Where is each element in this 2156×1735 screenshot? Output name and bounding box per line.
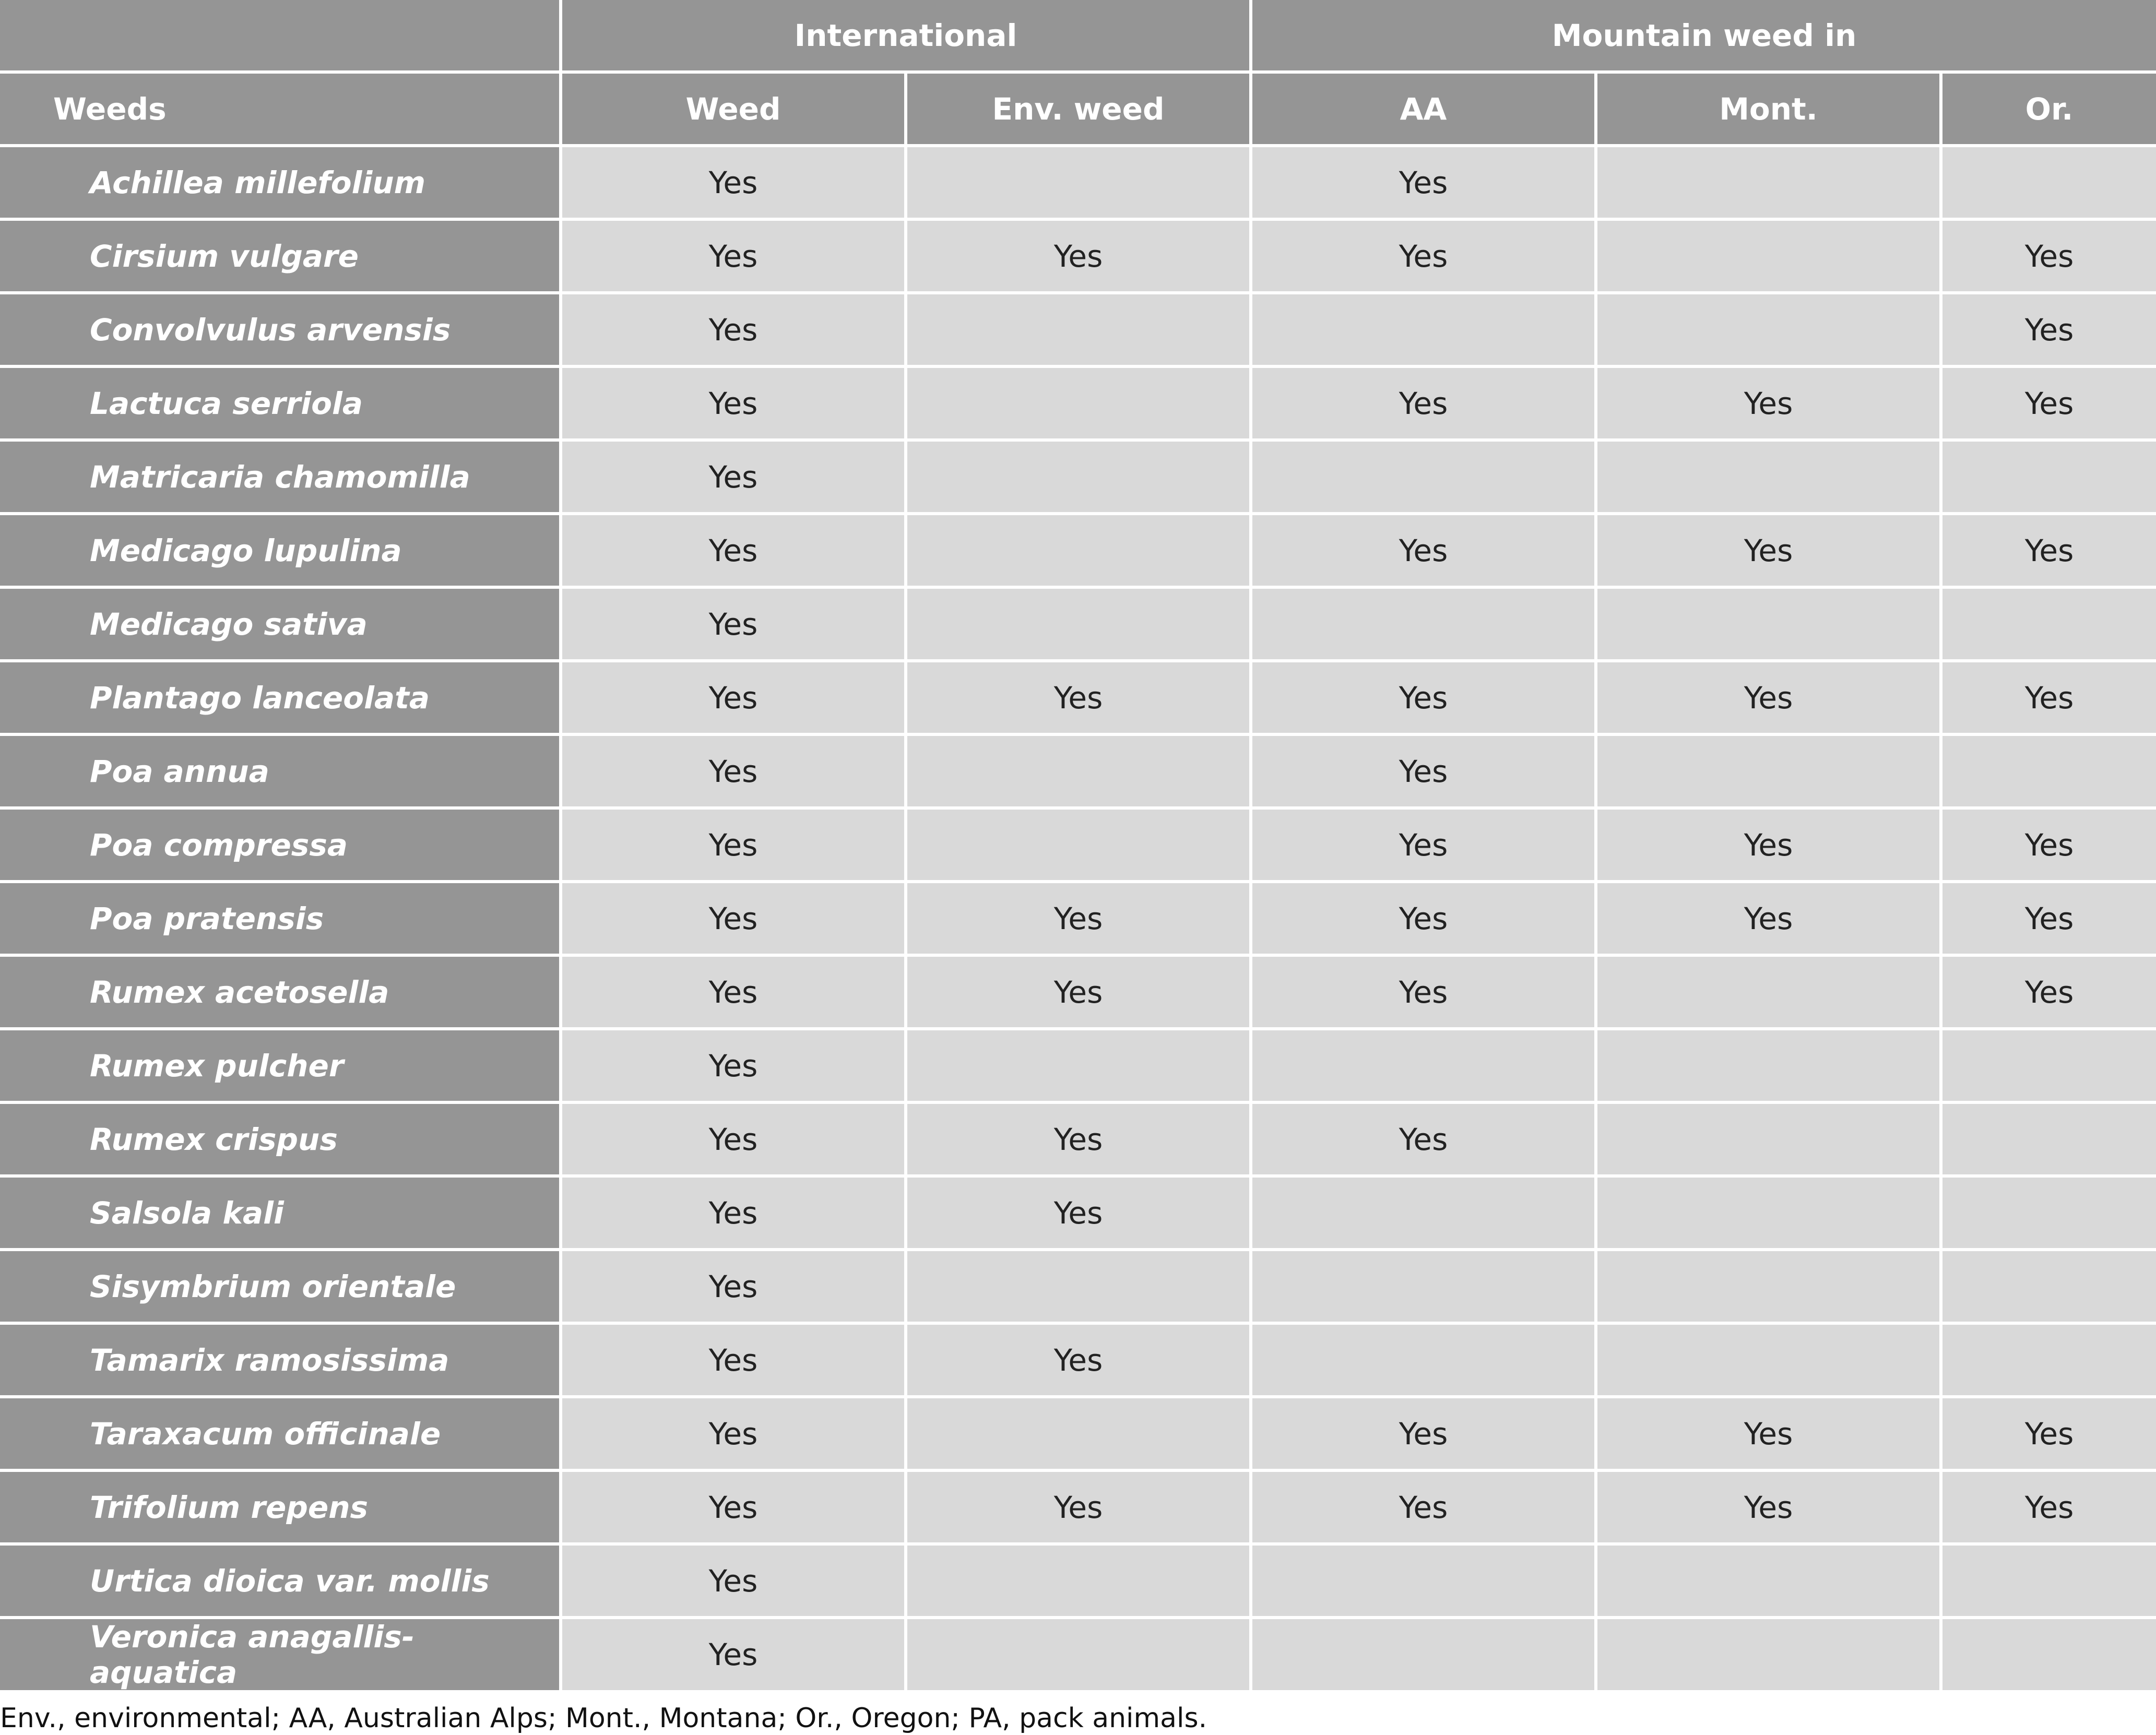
env-weed-status-cell xyxy=(907,1251,1252,1325)
env-weed-status-cell xyxy=(907,589,1252,662)
header-blank-cell xyxy=(0,0,562,74)
aa-status-cell xyxy=(1252,1325,1597,1398)
table-row xyxy=(0,957,2156,1030)
weed-status-cell: Yes xyxy=(562,1030,907,1104)
weed-status-cell: Yes xyxy=(562,1472,907,1546)
weed-status-cell: Yes xyxy=(562,294,907,368)
aa-status-cell: Yes xyxy=(1252,368,1597,442)
aa-status-cell: Yes xyxy=(1252,1104,1597,1178)
mont-status-cell: Yes xyxy=(1597,368,1942,442)
weed-name-cell: Salsola kali xyxy=(0,1178,562,1251)
or-status-cell xyxy=(1942,1030,2156,1104)
weed-status-cell: Yes xyxy=(562,883,907,957)
aa-status-cell: Yes xyxy=(1252,147,1597,221)
table-row xyxy=(0,662,2156,736)
weed-name-cell: Rumex pulcher xyxy=(0,1030,562,1104)
weed-status-cell: Yes xyxy=(562,957,907,1030)
weed-status-cell: Yes xyxy=(562,147,907,221)
mont-status-cell xyxy=(1597,957,1942,1030)
weed-status-cell: Yes xyxy=(562,810,907,883)
aa-status-cell xyxy=(1252,1619,1597,1693)
env-weed-status-cell: Yes xyxy=(907,1178,1252,1251)
weed-name-cell: Taraxacum officinale xyxy=(0,1398,562,1472)
mont-status-cell xyxy=(1597,1251,1942,1325)
aa-status-cell: Yes xyxy=(1252,1398,1597,1472)
env-weed-status-cell xyxy=(907,1619,1252,1693)
aa-status-cell xyxy=(1252,442,1597,515)
weed-name-cell: Poa pratensis xyxy=(0,883,562,957)
env-weed-status-cell xyxy=(907,810,1252,883)
or-status-cell: Yes xyxy=(1942,515,2156,589)
table-footnote: Env., environmental; AA, Australian Alps; Mont., Montana; Or., Oregon; PA, pack animals. xyxy=(0,1703,1207,1734)
mont-status-cell: Yes xyxy=(1597,810,1942,883)
aa-status-cell: Yes xyxy=(1252,810,1597,883)
or-status-cell xyxy=(1942,147,2156,221)
table-row xyxy=(0,294,2156,368)
table-row xyxy=(0,810,2156,883)
env-weed-status-cell: Yes xyxy=(907,883,1252,957)
env-weed-status-cell: Yes xyxy=(907,1472,1252,1546)
group-header-international: International xyxy=(562,0,1252,74)
env-weed-status-cell: Yes xyxy=(907,1325,1252,1398)
weed-status-cell: Yes xyxy=(562,442,907,515)
weed-name-cell: Trifolium repens xyxy=(0,1472,562,1546)
or-status-cell: Yes xyxy=(1942,1472,2156,1546)
weed-status-cell: Yes xyxy=(562,1251,907,1325)
weed-status-cell: Yes xyxy=(562,1325,907,1398)
column-header-or: Or. xyxy=(1942,74,2156,147)
weed-name-cell: Sisymbrium orientale xyxy=(0,1251,562,1325)
weed-name-cell: Achillea millefolium xyxy=(0,147,562,221)
aa-status-cell: Yes xyxy=(1252,957,1597,1030)
table-row xyxy=(0,442,2156,515)
env-weed-status-cell xyxy=(907,736,1252,810)
aa-status-cell xyxy=(1252,1546,1597,1619)
or-status-cell xyxy=(1942,736,2156,810)
mont-status-cell: Yes xyxy=(1597,1398,1942,1472)
weed-name-cell: Rumex acetosella xyxy=(0,957,562,1030)
table-row xyxy=(0,147,2156,221)
group-header-mountain-weed: Mountain weed in xyxy=(1252,0,2156,74)
aa-status-cell xyxy=(1252,1030,1597,1104)
env-weed-status-cell: Yes xyxy=(907,662,1252,736)
table-row xyxy=(0,736,2156,810)
mont-status-cell xyxy=(1597,147,1942,221)
aa-status-cell xyxy=(1252,589,1597,662)
table-row xyxy=(0,515,2156,589)
weed-name-cell: Matricaria chamomilla xyxy=(0,442,562,515)
weed-name-cell: Lactuca serriola xyxy=(0,368,562,442)
or-status-cell xyxy=(1942,1178,2156,1251)
aa-status-cell: Yes xyxy=(1252,736,1597,810)
or-status-cell xyxy=(1942,589,2156,662)
mont-status-cell xyxy=(1597,589,1942,662)
table-row xyxy=(0,1472,2156,1546)
weed-name-cell: Medicago lupulina xyxy=(0,515,562,589)
mont-status-cell xyxy=(1597,1325,1942,1398)
mont-status-cell: Yes xyxy=(1597,883,1942,957)
env-weed-status-cell xyxy=(907,442,1252,515)
column-header-aa: AA xyxy=(1252,74,1597,147)
weed-status-cell: Yes xyxy=(562,736,907,810)
weed-status-cell: Yes xyxy=(562,1398,907,1472)
mont-status-cell xyxy=(1597,442,1942,515)
weed-status-cell: Yes xyxy=(562,368,907,442)
table-row xyxy=(0,1178,2156,1251)
aa-status-cell: Yes xyxy=(1252,662,1597,736)
env-weed-status-cell xyxy=(907,368,1252,442)
table-row xyxy=(0,1251,2156,1325)
env-weed-status-cell: Yes xyxy=(907,957,1252,1030)
or-status-cell: Yes xyxy=(1942,957,2156,1030)
mont-status-cell xyxy=(1597,1619,1942,1693)
weed-name-cell: Poa annua xyxy=(0,736,562,810)
or-status-cell xyxy=(1942,1325,2156,1398)
weed-name-cell: Medicago sativa xyxy=(0,589,562,662)
or-status-cell xyxy=(1942,1104,2156,1178)
weed-status-cell: Yes xyxy=(562,1178,907,1251)
weed-status-cell: Yes xyxy=(562,515,907,589)
env-weed-status-cell xyxy=(907,1546,1252,1619)
mont-status-cell xyxy=(1597,294,1942,368)
env-weed-status-cell: Yes xyxy=(907,1104,1252,1178)
mont-status-cell xyxy=(1597,1104,1942,1178)
env-weed-status-cell xyxy=(907,1030,1252,1104)
or-status-cell: Yes xyxy=(1942,810,2156,883)
column-header-env-weed: Env. weed xyxy=(907,74,1252,147)
weed-status-cell: Yes xyxy=(562,221,907,294)
table-row xyxy=(0,221,2156,294)
table-row xyxy=(0,1398,2156,1472)
table-row xyxy=(0,1325,2156,1398)
or-status-cell: Yes xyxy=(1942,883,2156,957)
or-status-cell xyxy=(1942,442,2156,515)
aa-status-cell xyxy=(1252,1251,1597,1325)
weed-name-cell: Poa compressa xyxy=(0,810,562,883)
aa-status-cell xyxy=(1252,294,1597,368)
mont-status-cell xyxy=(1597,1178,1942,1251)
mont-status-cell xyxy=(1597,1030,1942,1104)
aa-status-cell xyxy=(1252,1178,1597,1251)
table-row xyxy=(0,883,2156,957)
weed-status-cell: Yes xyxy=(562,662,907,736)
mont-status-cell xyxy=(1597,221,1942,294)
table-header xyxy=(0,0,2156,147)
aa-status-cell: Yes xyxy=(1252,883,1597,957)
mont-status-cell xyxy=(1597,736,1942,810)
header-column-row xyxy=(0,74,2156,147)
weed-name-cell: Convolvulus arvensis xyxy=(0,294,562,368)
mont-status-cell: Yes xyxy=(1597,1472,1942,1546)
or-status-cell xyxy=(1942,1251,2156,1325)
or-status-cell: Yes xyxy=(1942,368,2156,442)
table-row xyxy=(0,1619,2156,1693)
table-row xyxy=(0,589,2156,662)
aa-status-cell: Yes xyxy=(1252,221,1597,294)
or-status-cell: Yes xyxy=(1942,221,2156,294)
table-row xyxy=(0,1030,2156,1104)
weed-status-cell: Yes xyxy=(562,1546,907,1619)
table-body xyxy=(0,147,2156,1693)
env-weed-status-cell xyxy=(907,1398,1252,1472)
aa-status-cell: Yes xyxy=(1252,515,1597,589)
weed-status-cell: Yes xyxy=(562,1619,907,1693)
env-weed-status-cell xyxy=(907,515,1252,589)
weed-name-cell: Plantago lanceolata xyxy=(0,662,562,736)
aa-status-cell: Yes xyxy=(1252,1472,1597,1546)
or-status-cell xyxy=(1942,1619,2156,1693)
or-status-cell: Yes xyxy=(1942,294,2156,368)
column-header-mont: Mont. xyxy=(1597,74,1942,147)
or-status-cell xyxy=(1942,1546,2156,1619)
table-row xyxy=(0,1104,2156,1178)
weed-status-cell: Yes xyxy=(562,1104,907,1178)
env-weed-status-cell xyxy=(907,294,1252,368)
weed-name-cell: Cirsium vulgare xyxy=(0,221,562,294)
env-weed-status-cell xyxy=(907,147,1252,221)
column-header-weed: Weed xyxy=(562,74,907,147)
weed-name-cell: Rumex crispus xyxy=(0,1104,562,1178)
or-status-cell: Yes xyxy=(1942,1398,2156,1472)
env-weed-status-cell: Yes xyxy=(907,221,1252,294)
table-row xyxy=(0,1546,2156,1619)
column-header-weeds: Weeds xyxy=(0,74,562,147)
weed-name-cell: Veronica anagallis-aquatica xyxy=(0,1619,562,1693)
weed-name-cell: Tamarix ramosissima xyxy=(0,1325,562,1398)
weed-status-cell: Yes xyxy=(562,589,907,662)
mont-status-cell xyxy=(1597,1546,1942,1619)
weed-name-cell: Urtica dioica var. mollis xyxy=(0,1546,562,1619)
mont-status-cell: Yes xyxy=(1597,515,1942,589)
or-status-cell: Yes xyxy=(1942,662,2156,736)
mont-status-cell: Yes xyxy=(1597,662,1942,736)
header-group-row xyxy=(0,0,2156,74)
table-row xyxy=(0,368,2156,442)
